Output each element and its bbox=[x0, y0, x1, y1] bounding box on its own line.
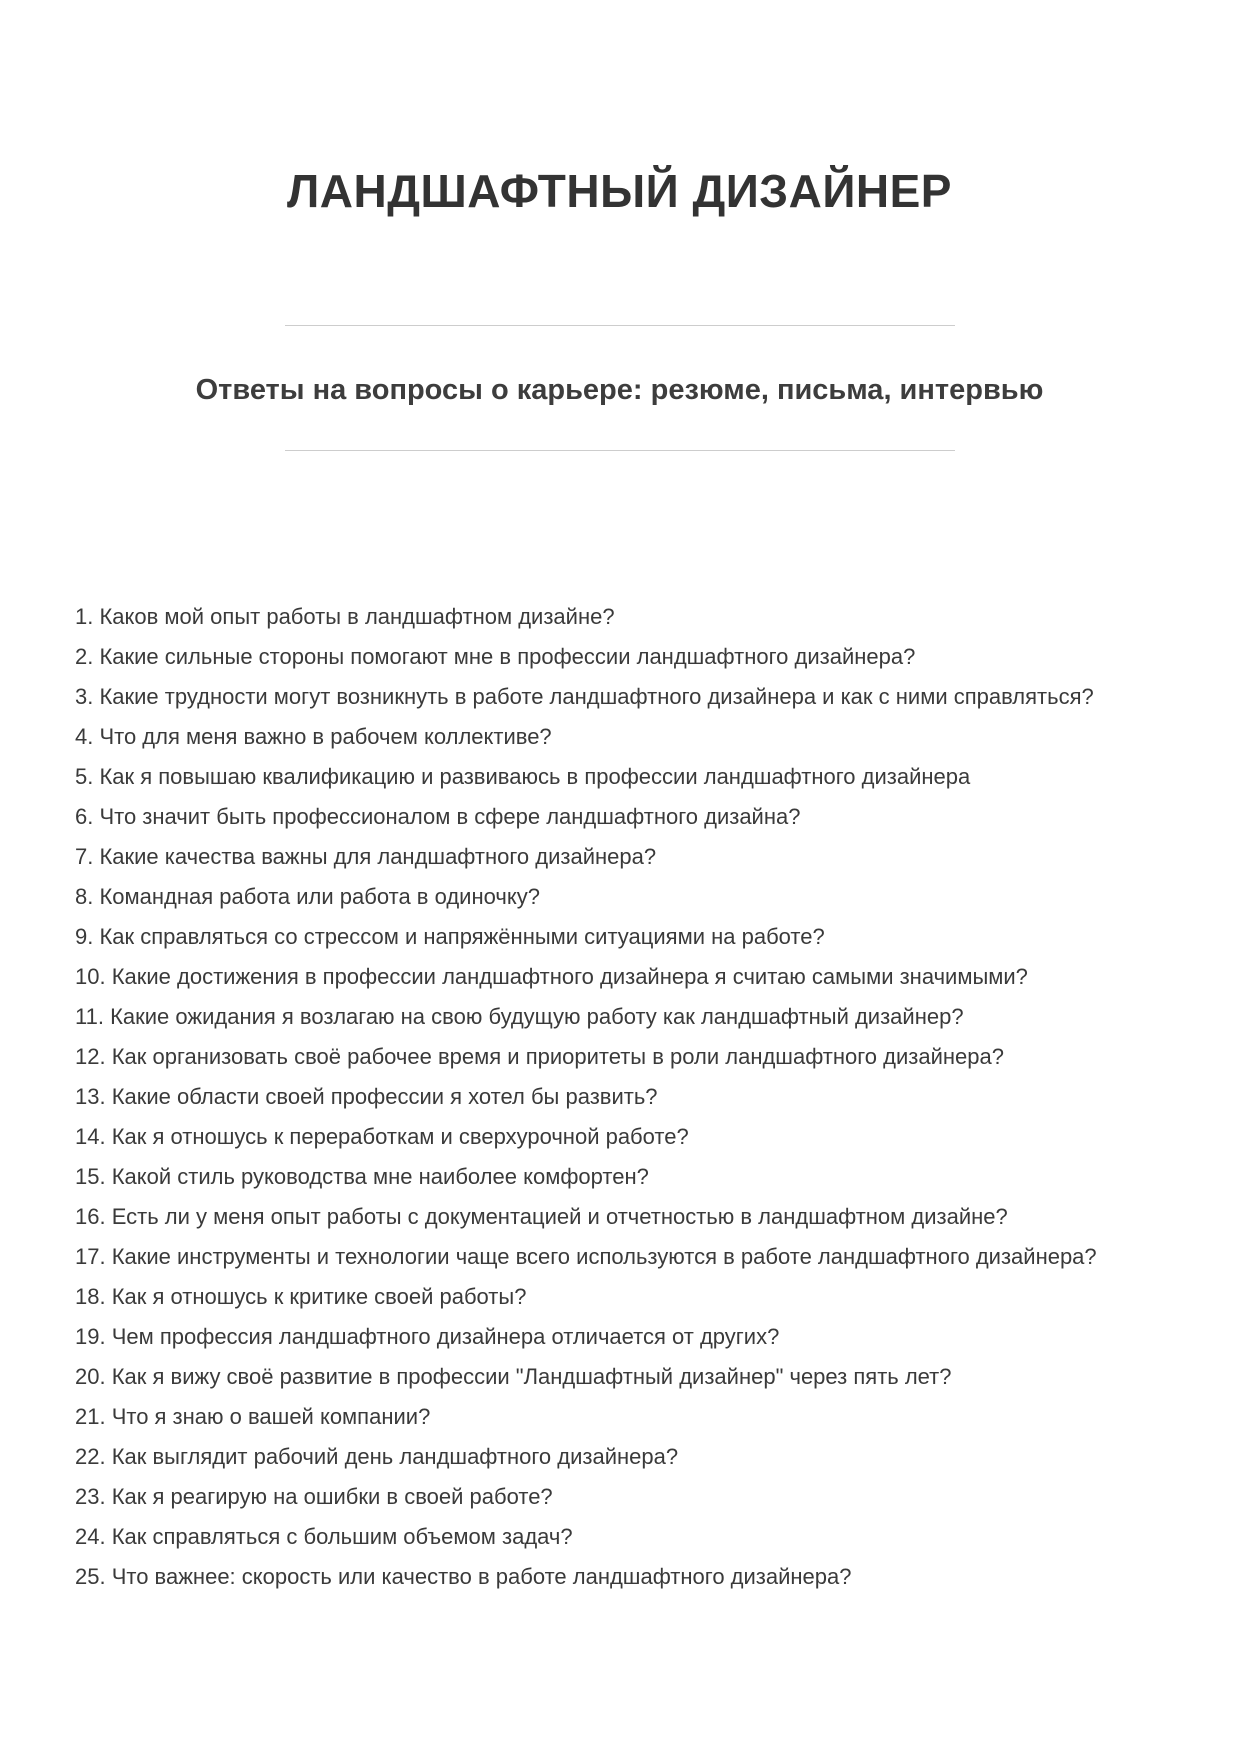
divider-bottom bbox=[285, 450, 955, 451]
page-title: ЛАНДШАФТНЫЙ ДИЗАЙНЕР bbox=[286, 165, 952, 217]
question-item: 16. Есть ли у меня опыт работы с документацией и отчетностью в ландшафтном дизайне? bbox=[75, 1203, 1008, 1229]
question-item: 11. Какие ожидания я возлагаю на свою будущую работу как ландшафтный дизайнер? bbox=[75, 1003, 964, 1029]
question-item: 3. Какие трудности могут возникнуть в работе ландшафтного дизайнера и как с ними справляться? bbox=[75, 683, 1094, 709]
question-item: 19. Чем профессия ландшафтного дизайнера отличается от других? bbox=[75, 1323, 780, 1349]
question-item: 8. Командная работа или работа в одиночку? bbox=[75, 883, 540, 909]
question-item: 20. Как я вижу своё развитие в профессии "Ландшафтный дизайнер" через пять лет? bbox=[75, 1363, 952, 1389]
question-item: 4. Что для меня важно в рабочем коллективе? bbox=[75, 723, 552, 749]
question-item: 17. Какие инструменты и технологии чаще всего используются в работе ландшафтного дизайнера? bbox=[75, 1243, 1097, 1269]
question-item: 14. Как я отношусь к переработкам и сверхурочной работе? bbox=[75, 1123, 689, 1149]
question-item: 5. Как я повышаю квалификацию и развиваюсь в профессии ландшафтного дизайнера bbox=[75, 763, 971, 789]
question-item: 24. Как справляться с большим объемом задач? bbox=[75, 1523, 573, 1549]
questions-list bbox=[75, 597, 1100, 1597]
question-item: 12. Как организовать своё рабочее время и приоритеты в роли ландшафтного дизайнера? bbox=[75, 1043, 1004, 1069]
question-item: 21. Что я знаю о вашей компании? bbox=[75, 1403, 431, 1429]
question-item: 13. Какие области своей профессии я хотел бы развить? bbox=[75, 1083, 658, 1109]
page-subtitle: Ответы на вопросы о карьере: резюме, письма, интервью bbox=[195, 373, 1044, 406]
question-item: 23. Как я реагирую на ошибки в своей работе? bbox=[75, 1483, 553, 1509]
document-header bbox=[0, 0, 1239, 451]
question-item: 10. Какие достижения в профессии ландшафтного дизайнера я считаю самыми значимыми? bbox=[75, 963, 1028, 989]
divider-top bbox=[285, 325, 955, 326]
question-item: 1. Каков мой опыт работы в ландшафтном дизайне? bbox=[75, 603, 615, 629]
question-item: 9. Как справляться со стрессом и напряжёнными ситуациями на работе? bbox=[75, 923, 825, 949]
question-item: 25. Что важнее: скорость или качество в работе ландшафтного дизайнера? bbox=[75, 1563, 852, 1589]
question-item: 15. Какой стиль руководства мне наиболее комфортен? bbox=[75, 1163, 649, 1189]
question-item: 22. Как выглядит рабочий день ландшафтного дизайнера? bbox=[75, 1443, 679, 1469]
question-item: 2. Какие сильные стороны помогают мне в профессии ландшафтного дизайнера? bbox=[75, 643, 916, 669]
question-item: 18. Как я отношусь к критике своей работы? bbox=[75, 1283, 527, 1309]
question-item: 6. Что значит быть профессионалом в сфере ландшафтного дизайна? bbox=[75, 803, 801, 829]
question-item: 7. Какие качества важны для ландшафтного дизайнера? bbox=[75, 843, 657, 869]
